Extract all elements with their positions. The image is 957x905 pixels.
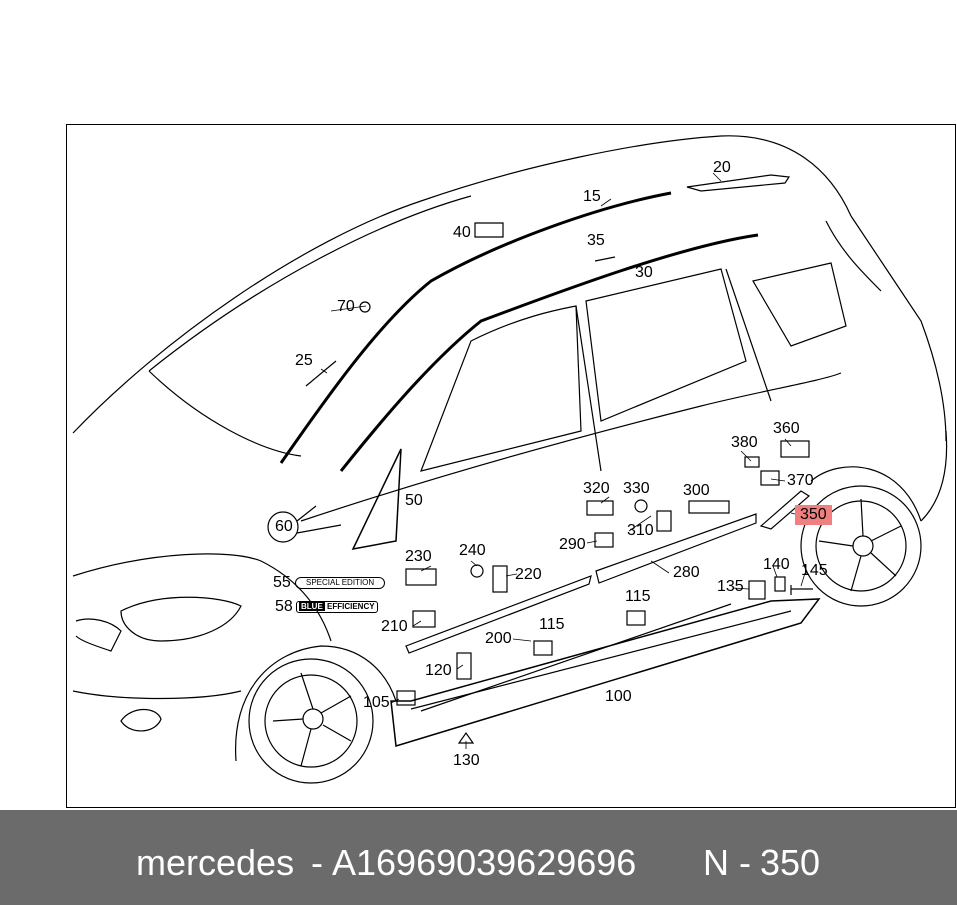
belt-line bbox=[301, 373, 841, 521]
callout-300: 300 bbox=[683, 482, 710, 499]
clip-320 bbox=[587, 501, 613, 515]
blue-efficiency-emblem bbox=[296, 601, 378, 613]
callout-50: 50 bbox=[405, 492, 423, 509]
clip-105 bbox=[397, 691, 415, 705]
callout-220: 220 bbox=[515, 566, 542, 583]
callout-280: 280 bbox=[673, 564, 700, 581]
brand-separator: - bbox=[311, 842, 323, 883]
front-wheel-spokes bbox=[273, 673, 351, 766]
callout-15: 15 bbox=[583, 188, 601, 205]
roof-inner-line bbox=[149, 196, 471, 371]
callout-105: 105 bbox=[363, 694, 390, 711]
rear-pillar bbox=[851, 216, 946, 441]
parts-diagram bbox=[66, 124, 956, 808]
callout-120: 120 bbox=[425, 662, 452, 679]
callout-20: 20 bbox=[713, 159, 731, 176]
part-info-footer bbox=[0, 810, 957, 905]
door-cut-2 bbox=[726, 269, 771, 401]
callout-100: 100 bbox=[605, 688, 632, 705]
quarter-window bbox=[753, 263, 846, 346]
bumper bbox=[73, 691, 241, 699]
callout-40: 40 bbox=[453, 224, 471, 241]
screw-145 bbox=[791, 585, 813, 595]
clip-370 bbox=[761, 471, 779, 485]
callout-350-highlighted: 350 bbox=[795, 505, 832, 525]
clip-120 bbox=[457, 653, 471, 679]
efficiency-text: EFFICIENCY bbox=[327, 602, 375, 611]
callout-135: 135 bbox=[717, 578, 744, 595]
clip-300 bbox=[689, 501, 729, 513]
callout-200: 200 bbox=[485, 630, 512, 647]
brand-name: mercedes bbox=[136, 842, 295, 883]
position-number: 350 bbox=[760, 842, 821, 883]
front-door-window bbox=[421, 306, 581, 471]
callout-115-right: 115 bbox=[625, 588, 651, 605]
rear-window bbox=[826, 221, 881, 291]
clip-220 bbox=[493, 566, 507, 592]
callout-145: 145 bbox=[801, 562, 828, 579]
clip-115b bbox=[627, 611, 645, 625]
position-separator: - bbox=[739, 842, 751, 883]
sill-molding-strip bbox=[421, 604, 731, 711]
headlight bbox=[121, 597, 241, 641]
clip-360 bbox=[781, 441, 809, 457]
sill-panel bbox=[391, 599, 819, 746]
clip-140 bbox=[775, 577, 785, 591]
callout-55: 55 bbox=[273, 574, 291, 591]
callout-370: 370 bbox=[787, 472, 814, 489]
clip-40 bbox=[475, 223, 503, 237]
roof-strip bbox=[687, 175, 789, 191]
clip-380 bbox=[745, 457, 759, 467]
clip-35 bbox=[595, 257, 615, 261]
clip-115a bbox=[534, 641, 552, 655]
callout-140: 140 bbox=[763, 556, 790, 573]
callout-60: 60 bbox=[275, 518, 293, 535]
front-wheel-hub bbox=[303, 709, 323, 729]
car-side-outline-drawing bbox=[67, 125, 957, 809]
callout-210: 210 bbox=[381, 618, 408, 635]
callout-290: 290 bbox=[559, 536, 586, 553]
callout-30: 30 bbox=[635, 264, 653, 281]
part-number: A16969039629696 bbox=[332, 842, 637, 883]
clip-135 bbox=[749, 581, 765, 599]
callout-58: 58 bbox=[275, 598, 293, 615]
rear-door-window bbox=[586, 269, 746, 421]
roof-rail bbox=[281, 193, 671, 463]
grille bbox=[76, 619, 121, 651]
special-edition-text: SPECIAL EDITION bbox=[306, 578, 375, 587]
callout-115-left: 115 bbox=[539, 616, 565, 633]
clip-210 bbox=[413, 611, 435, 627]
special-edition-emblem bbox=[295, 577, 385, 589]
front-wheel-tire bbox=[249, 659, 373, 783]
callout-310: 310 bbox=[627, 522, 654, 539]
callout-330: 330 bbox=[623, 480, 650, 497]
callout-240: 240 bbox=[459, 542, 486, 559]
rear-bumper bbox=[921, 431, 947, 521]
clip-240 bbox=[471, 565, 483, 577]
callout-230: 230 bbox=[405, 548, 432, 565]
clip-330 bbox=[635, 500, 647, 512]
windshield-line bbox=[149, 371, 301, 456]
clip-230 bbox=[406, 569, 436, 585]
callout-25: 25 bbox=[295, 352, 313, 369]
callout-35: 35 bbox=[587, 232, 605, 249]
blue-text: BLUE bbox=[301, 602, 323, 611]
callout-320: 320 bbox=[583, 480, 610, 497]
rear-wheel-hub bbox=[853, 536, 873, 556]
callout-360: 360 bbox=[773, 420, 800, 437]
fog-light bbox=[121, 709, 161, 730]
callout-130: 130 bbox=[453, 752, 480, 769]
clip-290 bbox=[595, 533, 613, 547]
callout-70: 70 bbox=[337, 298, 355, 315]
position-prefix: N bbox=[703, 842, 729, 883]
front-pillar-trim bbox=[353, 449, 401, 549]
callout-380: 380 bbox=[731, 434, 758, 451]
clip-310 bbox=[657, 511, 671, 531]
